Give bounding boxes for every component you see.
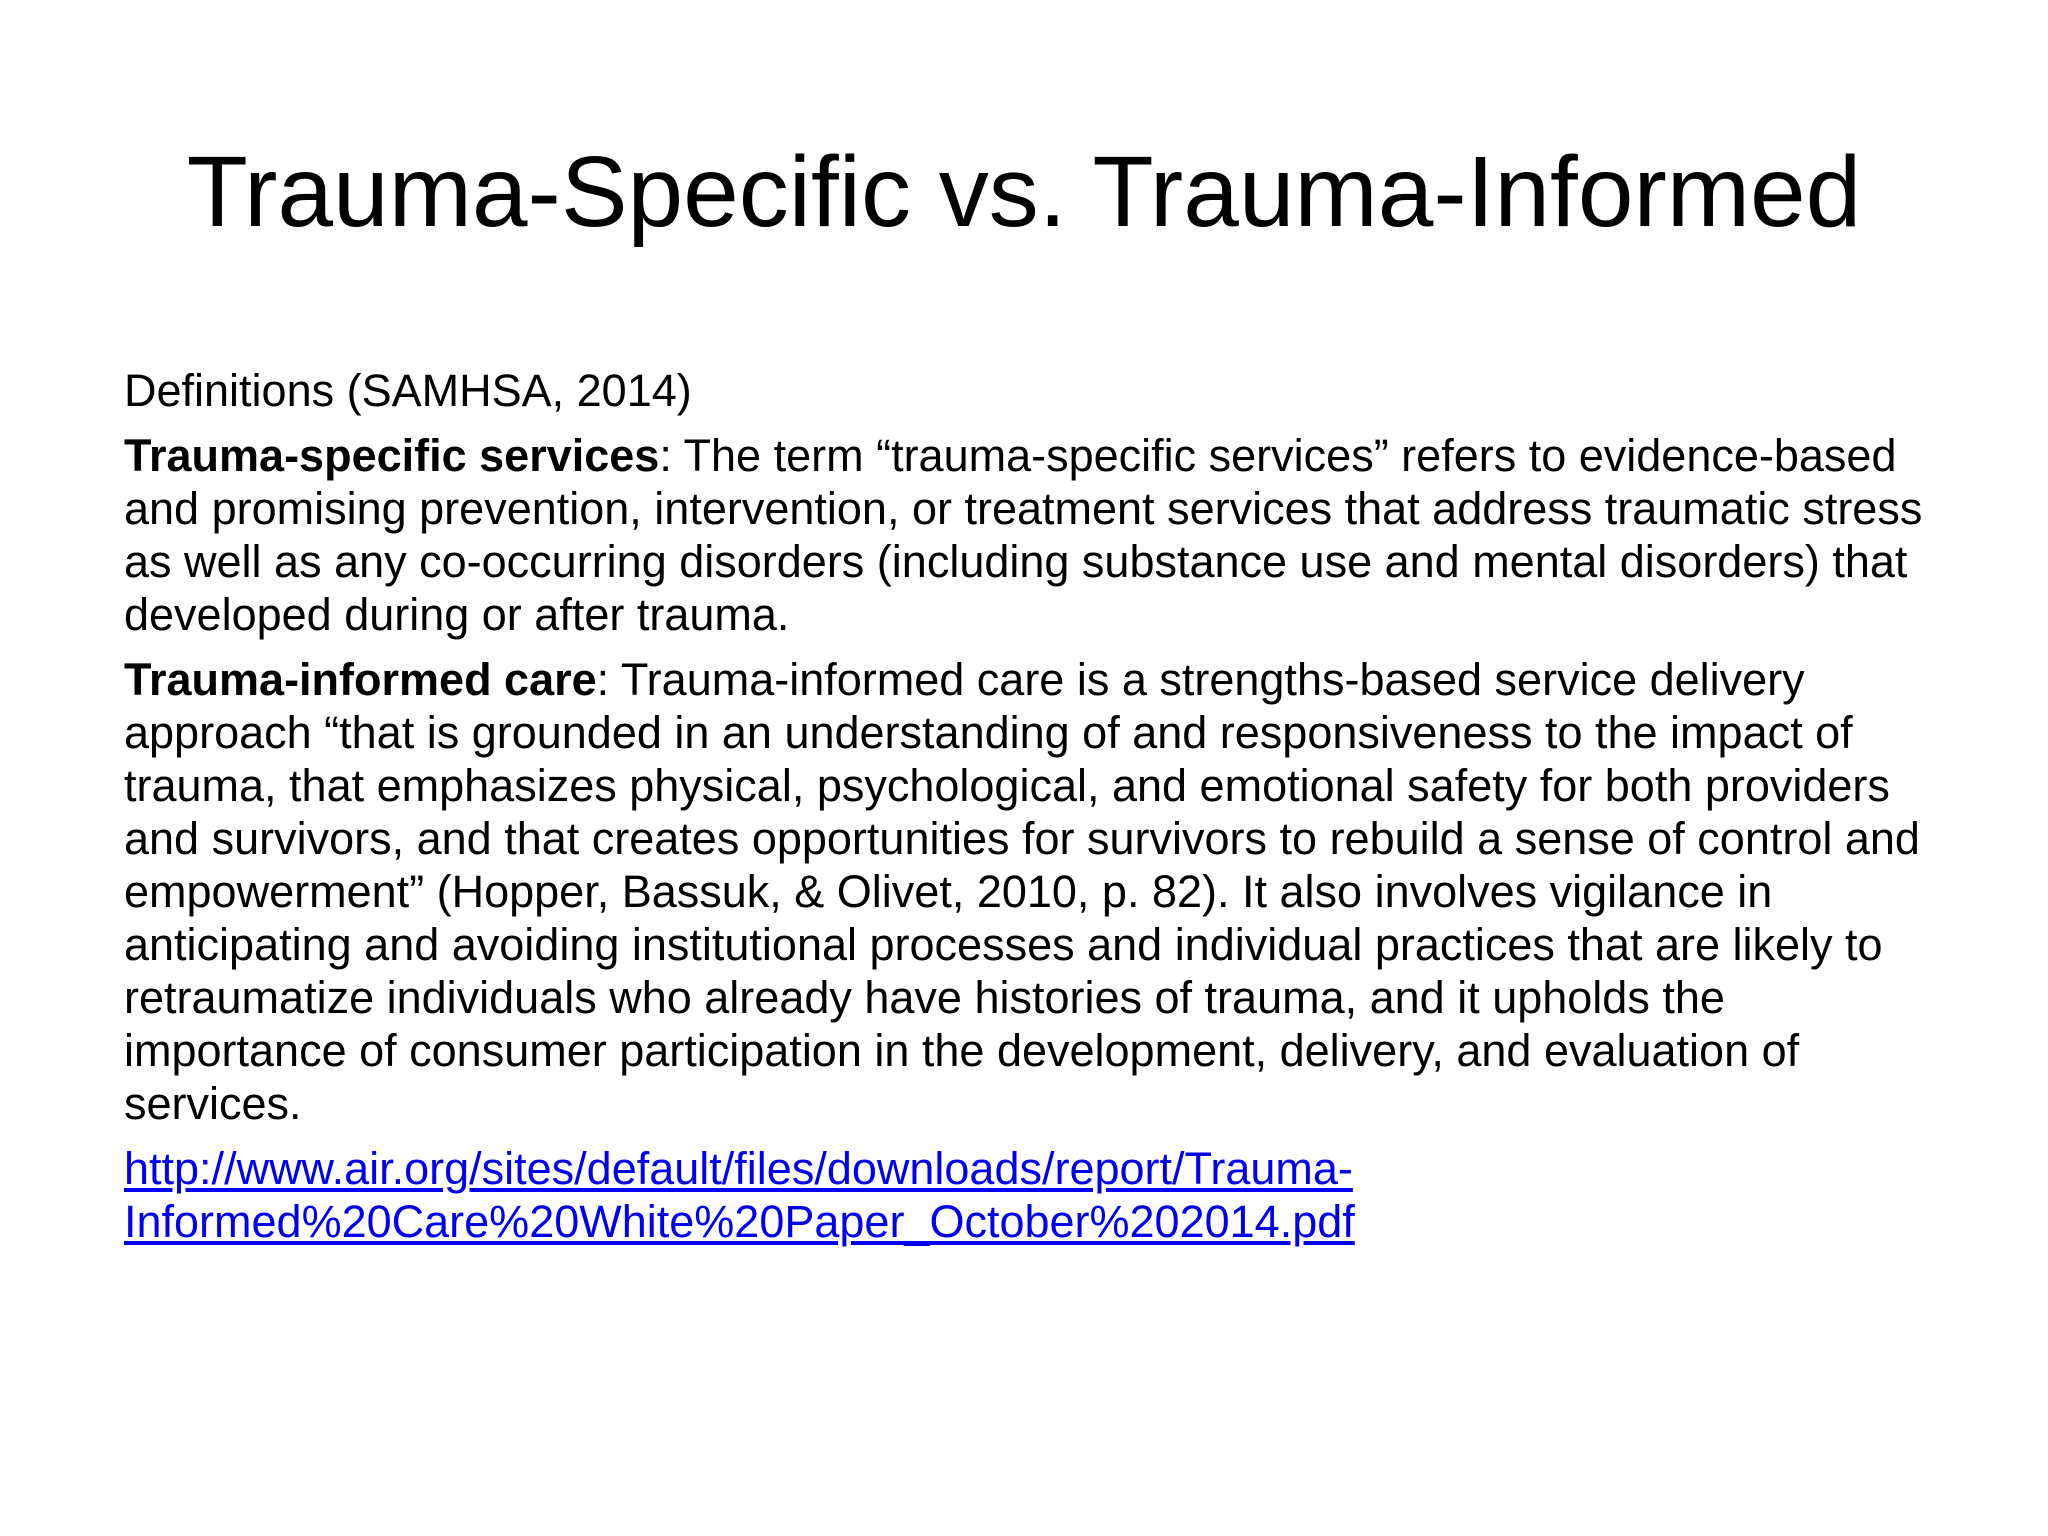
definition-term: Trauma-informed care (124, 654, 597, 705)
definition-text: The term “trauma-specific services” refers to evidence-based and promising prevention, intervention, or treatment services that address traumatic stress as well as any co-occurring disorders (including substance use and mental disorders) that developed during or after trauma. (124, 430, 1923, 640)
definition-separator: : (659, 430, 672, 481)
reference-link[interactable] (124, 1143, 1355, 1247)
definitions-heading: Definitions (SAMHSA, 2014) (124, 365, 692, 416)
definition-trauma-informed (124, 653, 1944, 1130)
definition-trauma-specific (124, 429, 1944, 641)
reference-link-block (124, 1142, 1944, 1248)
reference-link-line1[interactable]: http://www.air.org/sites/default/files/downloads/report/Trauma- (124, 1143, 1353, 1194)
reference-link-line2[interactable]: Informed%20Care%20White%20Paper_October%202014.pdf (124, 1196, 1355, 1247)
definition-separator: : (596, 654, 610, 705)
slide-body (124, 364, 1944, 1248)
definition-text: Trauma-informed care is a strengths-based service delivery approach “that is grounded in an understanding of and responsiveness to the impact of trauma, that emphasizes physical, psychological, and emotional safety for both providers and survivors, and that creates opportunities for survivors to rebuild a sense of control and empowerment” (Hopper, Bassuk, & Olivet, 2010, p. 82). It also involves vigilance in anticipating and avoiding institutional processes and individual practices that are likely to retraumatize individuals who already have histories of trauma, and it upholds the importance of consumer participation in the development, delivery, and evaluation of services. (124, 654, 1920, 1129)
definition-term: Trauma-specific services (124, 430, 660, 481)
slide-title: Trauma-Specific vs. Trauma-Informed (186, 136, 1862, 248)
